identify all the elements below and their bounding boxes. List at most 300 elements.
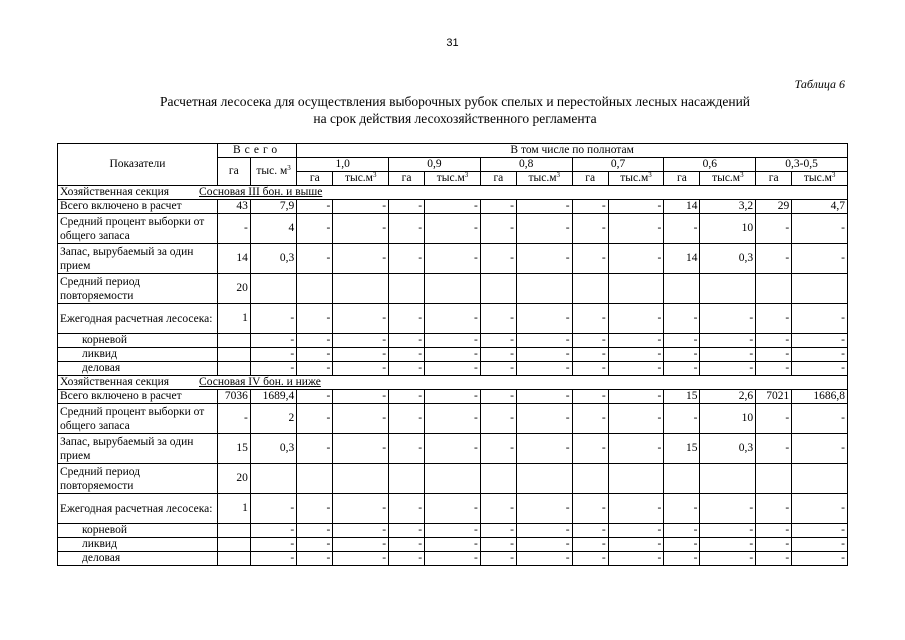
table-cell: - (333, 552, 389, 566)
table-cell: - (389, 390, 425, 404)
table-cell: - (572, 494, 608, 524)
header-total-ha: га (217, 158, 250, 186)
section-label: Хозяйственная секция (60, 376, 170, 388)
table-cell (792, 274, 848, 304)
table-cell: - (425, 434, 481, 464)
table-cell: - (756, 348, 792, 362)
table-cell: - (250, 362, 296, 376)
table-cell: - (297, 390, 333, 404)
table-cell: - (608, 214, 664, 244)
table-cell: - (425, 200, 481, 214)
row-label: Всего включено в расчет (58, 200, 218, 214)
table-cell: - (572, 362, 608, 376)
table-cell: - (572, 390, 608, 404)
table-cell: - (608, 538, 664, 552)
table-cell: - (792, 404, 848, 434)
table-cell: - (664, 334, 700, 348)
table-cell: - (480, 494, 516, 524)
header-density: 0,7 (572, 158, 664, 172)
table-cell: - (608, 390, 664, 404)
section-header (58, 376, 848, 390)
table-cell: 29 (756, 200, 792, 214)
table-cell: 15 (664, 434, 700, 464)
table-cell: 20 (217, 274, 250, 304)
unit-superscript: 3 (831, 171, 836, 179)
title-line-1: Расчетная лесосека для осуществления выборочных рубок спелых и перестойных лесных насаждений (159, 94, 751, 109)
table-cell: 7036 (217, 390, 250, 404)
table-cell: - (250, 538, 296, 552)
table-cell: 10 (700, 404, 756, 434)
table-cell: 15 (217, 434, 250, 464)
table-cell: 14 (217, 244, 250, 274)
table-cell: - (297, 214, 333, 244)
header-density: 0,3-0,5 (756, 158, 848, 172)
header-indicators: Показатели (58, 144, 218, 186)
table-cell: - (516, 524, 572, 538)
table-cell: - (572, 552, 608, 566)
table-cell: - (297, 200, 333, 214)
unit-superscript: 3 (464, 171, 469, 179)
table-row (58, 538, 848, 552)
table-row (58, 524, 848, 538)
row-label: Ежегодная расчетная лесосека: (58, 304, 218, 334)
table-cell: - (480, 538, 516, 552)
table-cell (389, 464, 425, 494)
table-cell: - (756, 524, 792, 538)
table-cell: - (333, 244, 389, 274)
table-cell: - (217, 214, 250, 244)
table-cell (756, 464, 792, 494)
table-cell: - (664, 538, 700, 552)
table-cell: - (516, 362, 572, 376)
table-cell: - (389, 524, 425, 538)
table-cell: - (756, 244, 792, 274)
table-cell: - (664, 552, 700, 566)
table-cell: - (756, 362, 792, 376)
unit-superscript: 3 (372, 171, 377, 179)
table-cell: 7,9 (250, 200, 296, 214)
table-cell: - (700, 524, 756, 538)
table-cell: - (792, 304, 848, 334)
table-cell: 0,3 (700, 244, 756, 274)
table-cell: - (333, 348, 389, 362)
table-cell: - (608, 200, 664, 214)
table-cell: - (480, 200, 516, 214)
table-cell: - (250, 304, 296, 334)
table-cell: - (756, 538, 792, 552)
table-cell: - (333, 304, 389, 334)
table-cell: - (608, 244, 664, 274)
table-cell: - (572, 244, 608, 274)
table-cell: 4,7 (792, 200, 848, 214)
table-cell: - (516, 552, 572, 566)
table-cell: - (333, 404, 389, 434)
row-label: Запас, вырубаемый за один прием (58, 244, 218, 274)
table-cell: - (333, 362, 389, 376)
table-cell: - (425, 494, 481, 524)
table-cell: - (516, 348, 572, 362)
table-cell: - (389, 434, 425, 464)
header-total-m3 (250, 158, 296, 186)
table-cell (250, 274, 296, 304)
table-row (58, 274, 848, 304)
row-label: Средний процент выборки от общего запаса (58, 404, 218, 434)
table-cell: - (792, 538, 848, 552)
unit-superscript: 3 (740, 171, 744, 179)
table-cell: - (572, 334, 608, 348)
table-cell: - (297, 404, 333, 434)
unit-label: тыс.м (436, 172, 465, 184)
table-cell (664, 274, 700, 304)
table-cell: - (389, 404, 425, 434)
table-cell (700, 274, 756, 304)
header-density: 0,8 (480, 158, 572, 172)
table-cell: - (297, 362, 333, 376)
table-cell: - (333, 200, 389, 214)
table-cell: 1689,4 (250, 390, 296, 404)
header-unit-ha: га (297, 172, 333, 186)
table-cell: - (664, 214, 700, 244)
unit-superscript: 3 (648, 171, 652, 179)
table-cell: - (480, 334, 516, 348)
unit-label: тыс.м (712, 172, 741, 184)
header-unit-m3 (608, 172, 664, 186)
table-cell: - (572, 434, 608, 464)
table-cell: - (608, 404, 664, 434)
table-cell (217, 538, 250, 552)
table-cell: - (425, 362, 481, 376)
table-cell: - (389, 552, 425, 566)
table-row (58, 390, 848, 404)
table-cell: - (480, 362, 516, 376)
table-cell: - (480, 348, 516, 362)
table-row (58, 348, 848, 362)
table-cell: - (700, 494, 756, 524)
table-cell (756, 274, 792, 304)
table-cell: - (480, 434, 516, 464)
table-cell: - (425, 538, 481, 552)
table-cell: - (792, 524, 848, 538)
table-cell: - (389, 304, 425, 334)
table-cell (480, 464, 516, 494)
table-cell: 20 (217, 464, 250, 494)
table-cell (425, 464, 481, 494)
table-cell: - (389, 538, 425, 552)
table-cell: - (480, 390, 516, 404)
header-unit-m3 (700, 172, 756, 186)
density-table (57, 143, 848, 566)
table-cell: - (389, 494, 425, 524)
unit-label: тыс.м (803, 172, 832, 184)
table-label: Таблица 6 (794, 77, 845, 91)
header-density: 0,6 (664, 158, 756, 172)
table-cell (217, 362, 250, 376)
table-cell (425, 274, 481, 304)
unit-label: тыс.м (620, 172, 649, 184)
table-cell: - (425, 244, 481, 274)
table-cell: - (480, 304, 516, 334)
table-cell: - (700, 348, 756, 362)
table-row (58, 304, 848, 334)
table-cell: - (333, 538, 389, 552)
table-cell (297, 274, 333, 304)
table-row (58, 464, 848, 494)
table-cell: - (425, 304, 481, 334)
table-cell (217, 334, 250, 348)
table-cell: 2 (250, 404, 296, 434)
table-cell: - (297, 244, 333, 274)
table-cell: - (608, 304, 664, 334)
table-cell (250, 464, 296, 494)
table-cell: 1 (217, 494, 250, 524)
table-cell: 0,3 (250, 244, 296, 274)
table-cell: - (250, 494, 296, 524)
table-cell: - (297, 552, 333, 566)
table-cell: - (608, 434, 664, 464)
table-cell: - (333, 524, 389, 538)
row-label: ликвид (58, 348, 218, 362)
table-cell: - (756, 552, 792, 566)
section-row (58, 186, 848, 200)
table-row (58, 434, 848, 464)
table-cell: - (756, 304, 792, 334)
table-cell: 2,6 (700, 390, 756, 404)
table-cell: - (700, 304, 756, 334)
section-name: Сосновая IV бон. и ниже (199, 376, 321, 388)
table-cell: - (480, 214, 516, 244)
table-cell: - (297, 348, 333, 362)
table-cell: - (425, 552, 481, 566)
table-cell: - (297, 434, 333, 464)
table-cell (516, 464, 572, 494)
table-cell: - (572, 348, 608, 362)
row-label: деловая (58, 362, 218, 376)
table-cell: - (297, 304, 333, 334)
table-cell: - (756, 404, 792, 434)
table-cell: - (792, 334, 848, 348)
table-cell: - (250, 334, 296, 348)
table-row (58, 214, 848, 244)
table-cell: - (480, 552, 516, 566)
table-row (58, 404, 848, 434)
section-label: Хозяйственная секция (60, 186, 170, 198)
table-cell: - (664, 304, 700, 334)
row-label: Запас, вырубаемый за один прием (58, 434, 218, 464)
table-cell: - (792, 214, 848, 244)
table-row (58, 552, 848, 566)
table-title (60, 93, 850, 127)
table-cell: - (664, 494, 700, 524)
table-cell (516, 274, 572, 304)
table-cell: - (217, 404, 250, 434)
row-label: Всего включено в расчет (58, 390, 218, 404)
table-cell: 0,3 (700, 434, 756, 464)
table-cell: - (333, 390, 389, 404)
table-cell (217, 552, 250, 566)
table-row (58, 362, 848, 376)
row-label: корневой (58, 524, 218, 538)
table-cell: - (297, 538, 333, 552)
table-cell: - (792, 362, 848, 376)
row-label: Ежегодная расчетная лесосека: (58, 494, 218, 524)
table-cell (389, 274, 425, 304)
table-cell: - (516, 538, 572, 552)
table-cell: - (516, 494, 572, 524)
table-cell (664, 464, 700, 494)
table-cell: - (572, 404, 608, 434)
table-cell (572, 274, 608, 304)
table-cell: - (792, 244, 848, 274)
table-cell (572, 464, 608, 494)
header-density: 1,0 (297, 158, 389, 172)
table-cell: - (389, 362, 425, 376)
table-cell: - (756, 434, 792, 464)
table-cell: 14 (664, 244, 700, 274)
unit-label: тыс.м (528, 172, 557, 184)
table-row (58, 494, 848, 524)
table-cell: - (792, 348, 848, 362)
header-unit-ha: га (572, 172, 608, 186)
table-cell: - (664, 348, 700, 362)
header-unit-m3 (792, 172, 848, 186)
table-cell: - (516, 434, 572, 464)
header-unit-m3 (425, 172, 481, 186)
table-cell: - (425, 390, 481, 404)
table-cell (792, 464, 848, 494)
header-unit-ha: га (756, 172, 792, 186)
table-cell: - (297, 494, 333, 524)
table-cell (480, 274, 516, 304)
table-cell: - (389, 200, 425, 214)
table-cell: - (572, 214, 608, 244)
row-label: ликвид (58, 538, 218, 552)
table-cell: - (389, 348, 425, 362)
table-cell: - (516, 390, 572, 404)
table-cell: - (700, 362, 756, 376)
table-cell: - (480, 404, 516, 434)
table-cell: - (516, 200, 572, 214)
table-cell: - (756, 334, 792, 348)
table-cell: - (425, 524, 481, 538)
title-line-2: на срок действия лесохозяйственного регламента (313, 111, 597, 126)
table-row (58, 244, 848, 274)
table-cell: 15 (664, 390, 700, 404)
table-cell: - (756, 214, 792, 244)
table-cell: 7021 (756, 390, 792, 404)
row-label: Средний процент выборки от общего запаса (58, 214, 218, 244)
table-cell: - (480, 244, 516, 274)
table-cell: - (700, 334, 756, 348)
table-cell: - (516, 214, 572, 244)
table-cell (333, 464, 389, 494)
table-cell: 1 (217, 304, 250, 334)
table-cell: - (516, 304, 572, 334)
table-cell: - (572, 200, 608, 214)
table-cell: - (700, 552, 756, 566)
table-cell: - (333, 214, 389, 244)
table-cell: - (480, 524, 516, 538)
unit-label: тыс.м (344, 172, 373, 184)
table-cell: - (250, 524, 296, 538)
header-unit-ha: га (480, 172, 516, 186)
table-cell: - (389, 214, 425, 244)
table-cell: - (516, 404, 572, 434)
header-by-density: В том числе по полнотам (297, 144, 848, 158)
table-cell: - (792, 494, 848, 524)
table-cell: - (572, 538, 608, 552)
table-row (58, 200, 848, 214)
table-cell: 10 (700, 214, 756, 244)
table-cell: - (250, 348, 296, 362)
table-cell: - (425, 334, 481, 348)
header-unit-m3 (333, 172, 389, 186)
row-label: деловая (58, 552, 218, 566)
table-cell: - (516, 334, 572, 348)
table-cell: 4 (250, 214, 296, 244)
table-cell: - (389, 244, 425, 274)
row-label: Средний период повторяемости (58, 464, 218, 494)
table-cell: - (425, 214, 481, 244)
table-cell: - (664, 404, 700, 434)
table-cell: - (572, 524, 608, 538)
table-cell (608, 464, 664, 494)
table-cell: - (297, 334, 333, 348)
table-cell: - (389, 334, 425, 348)
table-cell (333, 274, 389, 304)
table-cell: - (792, 434, 848, 464)
table-cell: - (608, 494, 664, 524)
table-cell (217, 524, 250, 538)
table-cell (608, 274, 664, 304)
table-cell (297, 464, 333, 494)
header-density: 0,9 (389, 158, 481, 172)
row-label: корневой (58, 334, 218, 348)
page-number: 31 (446, 37, 459, 49)
table-cell: 43 (217, 200, 250, 214)
table-cell: - (664, 524, 700, 538)
table-cell: - (608, 552, 664, 566)
header-unit-m3 (516, 172, 572, 186)
table-cell: - (756, 494, 792, 524)
row-label: Средний период повторяемости (58, 274, 218, 304)
unit-superscript: 3 (556, 171, 561, 179)
table-cell: 1686,8 (792, 390, 848, 404)
table-cell: - (250, 552, 296, 566)
table-cell: - (333, 334, 389, 348)
section-name: Сосновая III бон. и выше (199, 186, 323, 198)
unit-superscript: 3 (287, 164, 291, 172)
unit-label: тыс. м (256, 165, 288, 177)
header-unit-ha: га (389, 172, 425, 186)
table-cell: - (333, 434, 389, 464)
table-cell: - (425, 404, 481, 434)
table-cell: - (425, 348, 481, 362)
table-cell: - (608, 524, 664, 538)
table-cell: - (333, 494, 389, 524)
header-unit-ha: га (664, 172, 700, 186)
table-cell: 0,3 (250, 434, 296, 464)
table-cell: 14 (664, 200, 700, 214)
table-cell: - (608, 334, 664, 348)
table-cell: 3,2 (700, 200, 756, 214)
section-row (58, 376, 848, 390)
table-cell: - (516, 244, 572, 274)
table-cell: - (608, 362, 664, 376)
table-row (58, 334, 848, 348)
table-cell (217, 348, 250, 362)
table-cell: - (792, 552, 848, 566)
table-cell (700, 464, 756, 494)
